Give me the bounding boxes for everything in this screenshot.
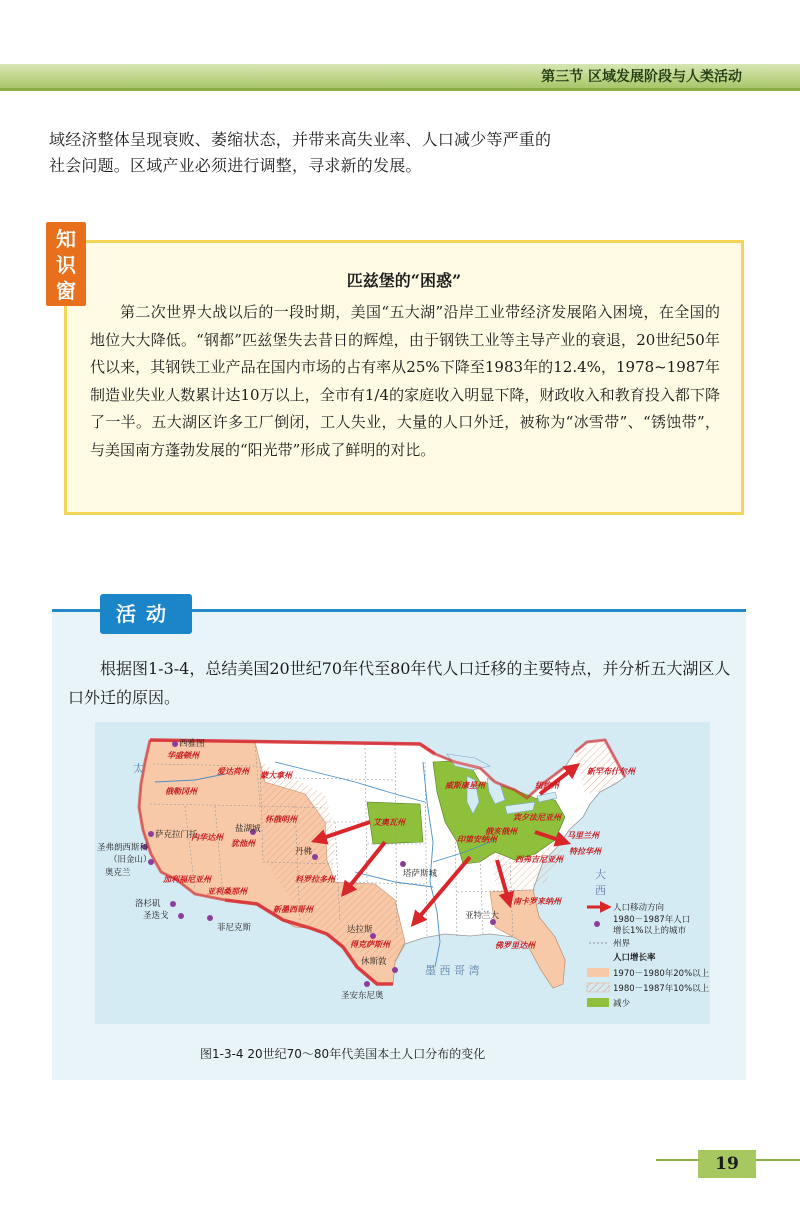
legend-decline-label: 减少 [613, 999, 631, 1009]
ocean-gulf: 墨 西 哥 湾 [425, 964, 480, 977]
state-new-york: 纽约州 [535, 780, 559, 790]
state-wyoming: 怀俄明州 [265, 814, 297, 824]
label-sacramento: 萨克拉门托 [155, 830, 198, 840]
knowledge-window-title: 匹兹堡的“困惑” [346, 271, 462, 290]
section-title: 第三节 区域发展阶段与人类活动 [541, 69, 742, 85]
legend-growth2-label: 1980－1987年10%以上 [613, 984, 710, 994]
label-tulsa: 塔萨斯城 [403, 869, 438, 879]
legend-city-line2: 增长1%以上的城市 [613, 926, 686, 936]
figure-caption: 图1-3-4 20世纪70～80年代美国本土人口分布的变化 [200, 1047, 486, 1061]
intro-line-2: 社会问题。区域产业必须进行调整，寻求新的发展。 [49, 156, 422, 175]
legend-growth1-swatch [587, 968, 609, 977]
label-denver: 丹佛 [295, 847, 313, 857]
state-montana: 蒙大拿州 [260, 770, 292, 780]
map-svg [95, 722, 710, 1024]
label-san-antonio: 圣安东尼奥 [341, 991, 384, 1001]
label-los-angeles: 洛杉矶 [135, 899, 161, 909]
legend-decline-swatch [587, 998, 609, 1007]
state-maryland: 马里兰州 [567, 830, 599, 840]
page-number: 19 [698, 1150, 756, 1178]
intro-paragraph [49, 127, 749, 179]
tag-char-2: 识 [56, 253, 76, 277]
state-oregon: 俄勒冈州 [165, 786, 197, 796]
state-colorado: 科罗拉多州 [295, 874, 335, 884]
label-san-francisco-alt: （旧金山） [109, 855, 152, 865]
state-california: 加利福尼亚州 [163, 874, 211, 884]
state-delaware: 特拉华州 [569, 846, 601, 856]
legend-growth1-label: 1970－1980年20%以上 [613, 969, 710, 979]
legend-city-line1: 1980－1987年人口 [613, 915, 691, 925]
intro-line-1: 域经济整体呈现衰败、萎缩状态，并带来高失业率、人口减少等严重的 [49, 130, 552, 149]
label-salt-lake: 盐湖城 [235, 824, 261, 834]
state-florida: 佛罗里达州 [495, 940, 535, 950]
state-arizona: 亚利桑那州 [207, 886, 247, 896]
activity-question: 根据图1-3-4，总结美国20世纪70年代至80年代人口迁移的主要特点，并分析五大湖区人口外迁的原因。 [68, 659, 731, 707]
activity-tab: 活动 [100, 594, 192, 634]
state-pennsylvania: 宾夕法尼亚州 [513, 812, 561, 822]
city-dot-tulsa [400, 861, 406, 867]
legend-border-label: 州界 [613, 939, 631, 949]
city-dot-houston [392, 967, 398, 973]
city-dot-los-angeles [170, 901, 176, 907]
city-dot-phoenix [207, 915, 213, 921]
legend-growth-title: 人口增长率 [613, 953, 656, 963]
city-dot-san-diego [178, 913, 184, 919]
tag-char-1: 知 [56, 227, 76, 251]
label-atlanta: 亚特兰大 [465, 911, 500, 921]
city-dot-san-antonio [364, 981, 370, 987]
legend-city-swatch [594, 921, 600, 927]
city-dot-sacramento [148, 831, 154, 837]
ocean-atlantic-2: 西 [595, 884, 606, 897]
label-san-francisco: 圣弗朗西斯科 [97, 843, 149, 853]
city-dot-seattle [172, 741, 178, 747]
state-utah: 犹他州 [231, 838, 255, 848]
header-rule [0, 88, 800, 91]
state-new-hampshire: 新罕布什尔州 [587, 766, 635, 776]
label-phoenix: 菲尼克斯 [217, 923, 252, 933]
ocean-atlantic-1: 大 [595, 868, 606, 881]
city-dot-denver [312, 854, 318, 860]
state-idaho: 爱达荷州 [217, 766, 249, 776]
label-dallas: 达拉斯 [347, 925, 373, 935]
state-washington: 华盛顿州 [167, 750, 199, 760]
state-iowa: 艾奥瓦州 [373, 817, 405, 827]
label-oakland: 奥克兰 [105, 868, 131, 878]
ocean-pacific: 太 [133, 762, 144, 775]
state-nevada: 内华达州 [191, 832, 223, 842]
tag-char-3: 窗 [56, 279, 76, 303]
knowledge-window-body: 第二次世界大战以后的一段时期，美国“五大湖”沿岸工业带经济发展陷入困境，在全国的地位大大降低。“钢都”匹兹堡失去昔日的辉煌，由于钢铁工业等主导产业的衰退，20世纪50年代以来，其钢铁工业产品在国内市场的占有率从25%下降至1983年的12.4%，1978~1987年制造业失业人数累计达10万以上，全市有1/4的家庭收入明显下降，财政收入和教育投入都下降了一半。五大湖区许多工厂倒闭，工人失业，大量的人口外迁，被称为“冰雪带”、“锈蚀带”，与美国南方蓬勃发展的“阳光带”形成了鲜明的对比。 [90, 303, 720, 459]
us-population-map [95, 722, 710, 1024]
state-south-carolina: 南卡罗来纳州 [513, 896, 561, 906]
label-san-diego: 圣迭戈 [143, 911, 169, 921]
knowledge-window-tag [46, 222, 86, 306]
label-seattle: 西雅图 [179, 739, 205, 749]
state-ohio: 俄亥俄州 [485, 826, 517, 836]
state-west-virginia: 西弗吉尼亚州 [515, 854, 563, 864]
state-texas: 得克萨斯州 [350, 939, 390, 949]
legend-arrow-label: 人口移动方向 [613, 903, 665, 913]
state-wisconsin: 威斯康星州 [445, 780, 485, 790]
state-indiana: 印第安纳州 [457, 834, 497, 844]
state-new-mexico: 新墨西哥州 [273, 904, 313, 914]
legend-growth2-swatch [587, 983, 609, 992]
label-houston: 休斯敦 [361, 957, 387, 967]
